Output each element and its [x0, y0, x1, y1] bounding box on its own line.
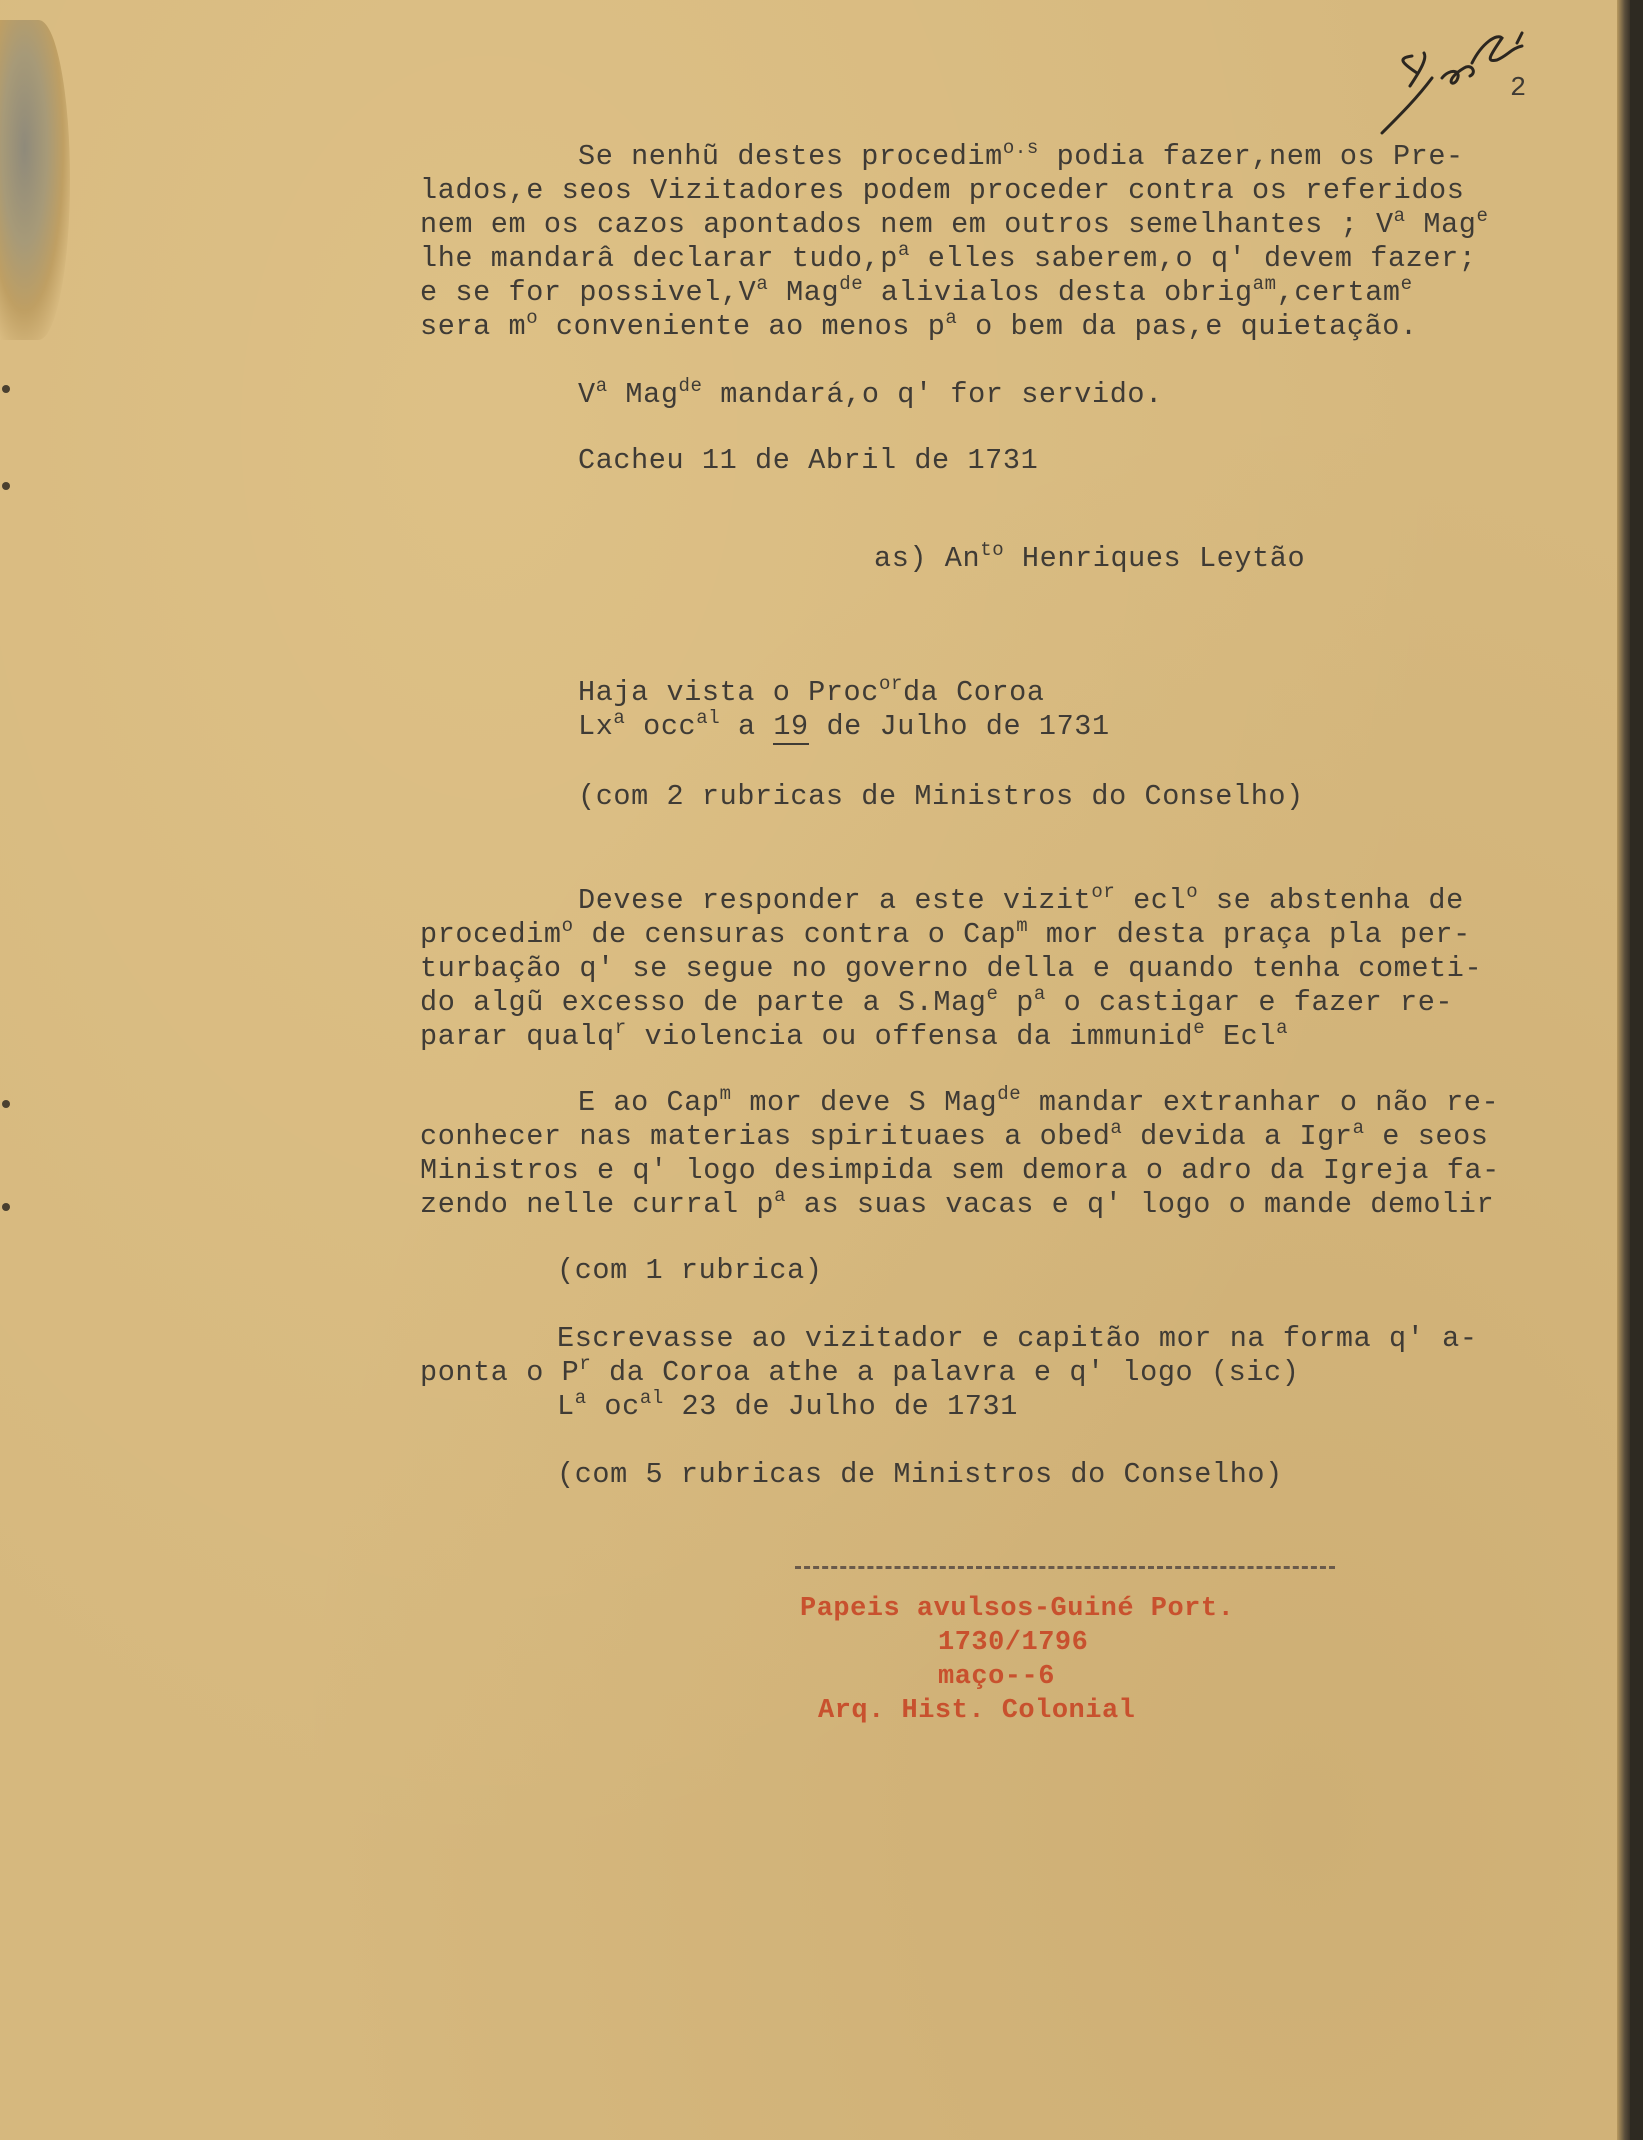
paragraph-3-line: zendo nelle curral $p^a$ as suas vacas e q' logo o mande demolir — [420, 1185, 1495, 1221]
water-stain — [0, 20, 70, 340]
page-edge — [1617, 0, 1630, 2140]
paragraph-4-line: Escrevasse ao vizitador e capitão mor na forma q' a- — [557, 1322, 1478, 1355]
paragraph-4-line: ponta o $P^r$ da Coroa athe a palavra e q' logo (sic) — [420, 1353, 1300, 1389]
archive-stamp-line: Arq. Hist. Colonial — [818, 1696, 1136, 1726]
page-number: 2 — [1510, 74, 1527, 104]
paragraph-2-line: turbação q' se segue no governo della e quando tenha cometi- — [420, 952, 1483, 985]
paragraph-3-line: conhecer nas materias spirituaes a obed$^a$ devida a Igr$^a$ e seos — [420, 1117, 1489, 1153]
binding-hole — [2, 1203, 10, 1211]
paragraph-2-line: do algũ excesso de parte a S.Mag$^e$ $p^a$ o castigar e fazer re- — [420, 983, 1454, 1019]
stamp-divider — [795, 1566, 1335, 1569]
rubric-note: (com 1 rubrica) — [557, 1254, 823, 1287]
paragraph-1-line: nem em os cazos apontados nem em outros semelhantes ; $V^a$ Mag$^e$ — [420, 205, 1489, 241]
rubric-note: (com 5 rubricas de Ministros do Conselho) — [557, 1458, 1283, 1491]
paragraph-1-line: lados,e seos Vizitadores podem proceder contra os referidos — [420, 174, 1465, 207]
closing-line: $V^a$ Mag$^{de}$ mandará,o q' for servido. — [578, 375, 1163, 411]
archive-stamp-line: 1730/1796 — [938, 1628, 1089, 1658]
paragraph-3-line: E ao Cap$^m$ mor deve S Mag$^{de}$ mandar extranhar o não re- — [578, 1083, 1500, 1119]
signature-line: as) $An^{to}$ Henriques Leytão — [874, 539, 1306, 575]
paragraph-2-line: parar qualq$^r$ violencia ou offensa da immunid$^e$ Ecl$^a$ — [420, 1017, 1289, 1053]
archive-stamp-line: Papeis avulsos-Guiné Port. — [800, 1594, 1235, 1624]
paragraph-2-line: Devese responder a este vizit$^{or}$ ecl$^o$ se abstenha de — [578, 881, 1464, 917]
paragraph-1-line: lhe mandarâ declarar $tudo,p^a$ elles saberem,o q' devem fazer; — [420, 239, 1477, 275]
paragraph-1-line: sera $m^o$ conveniente ao menos $p^a$ o bem da pas,e quietação. — [420, 307, 1418, 343]
paragraph-3-line: Ministros e q' logo desimpida sem demora o adro da Igreja fa- — [420, 1154, 1500, 1187]
paragraph-4-line: $L^a$ $oc^{al}$ 23 de Julho de 1731 — [557, 1387, 1018, 1423]
rubric-note: (com 2 rubricas de Ministros do Conselho) — [578, 780, 1304, 813]
paragraph-2-line: procedim$^o$ de censuras contra o Cap$^m$ mor desta praça pla per- — [420, 915, 1471, 951]
paragraph-1-line: Se nenhũ destes procedim$^{o.s}$ podia fazer,nem os Pre- — [578, 137, 1464, 173]
binding-hole — [2, 482, 10, 490]
binding-hole — [2, 385, 10, 393]
place-date: Cacheu 11 de Abril de 1731 — [578, 444, 1039, 477]
order-line: Haja vista o Proc$^{or}$da Coroa — [578, 673, 1045, 709]
archive-stamp-line: maço--6 — [938, 1662, 1055, 1692]
order-line: Lx$^a$ occ$^{al}$ a 19 de Julho de 1731 — [578, 707, 1110, 743]
binding-hole — [2, 1100, 10, 1108]
paragraph-1-line: e se for $possivel,V^a$ Mag$^{de}$ alivialos desta obrig$^{am}$,certam$^e$ — [420, 273, 1413, 309]
